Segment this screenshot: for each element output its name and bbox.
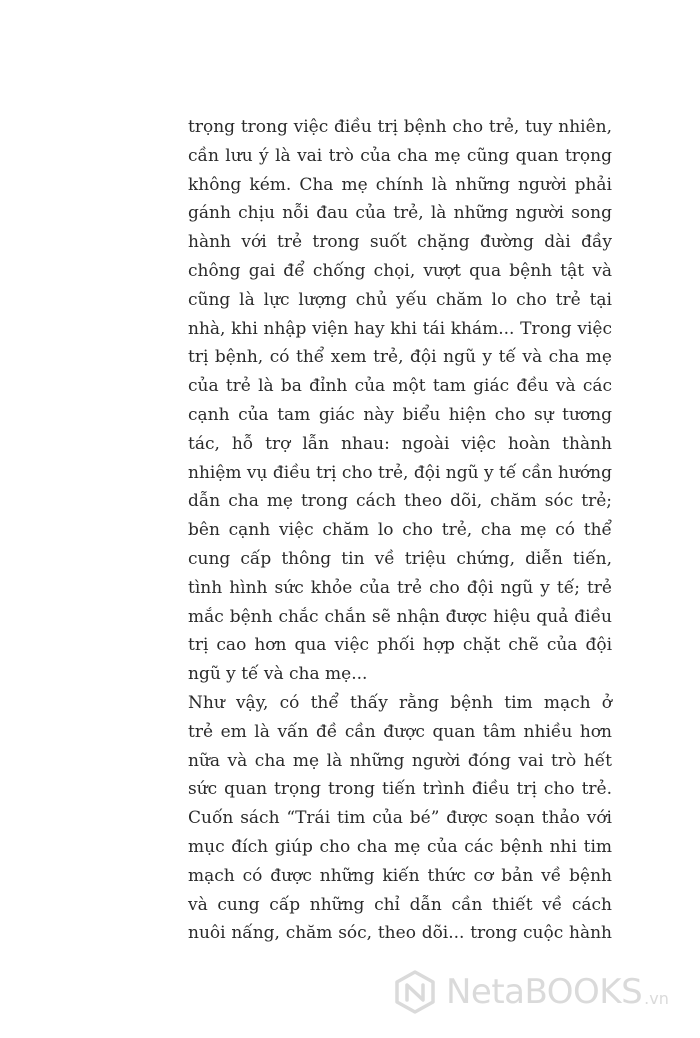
text-line: tác, hỗ trợ lẫn nhau: ngoài việc hoàn thành [188, 433, 612, 454]
text-line: cung cấp thông tin về triệu chứng, diễn tiến, [188, 548, 612, 569]
text-line: Như vậy, có thể thấy rằng bệnh tim mạch ở [188, 692, 612, 713]
watermark [392, 962, 692, 1022]
text-line: cũng là lực lượng chủ yếu chăm lo cho trẻ tại [188, 289, 612, 310]
text-line: nhà, khi nhập viện hay khi tái khám... Trong việc [188, 318, 612, 339]
text-line: trọng trong việc điều trị bệnh cho trẻ, tuy nhiên, [188, 117, 612, 137]
text-line: gánh chịu nỗi đau của trẻ, là những người song [188, 203, 612, 224]
text-line: nuôi nấng, chăm sóc, theo dõi... trong cuộc hành [188, 923, 612, 944]
text-line: ngũ y tế và cha mẹ... [188, 664, 368, 685]
text-line: dẫn cha mẹ trong cách theo dõi, chăm sóc trẻ; [188, 491, 612, 512]
text-line: cần lưu ý là vai trò của cha mẹ cũng quan trọng [188, 145, 612, 166]
text-line: mục đích giúp cho cha mẹ của các bệnh nhi tim [188, 836, 612, 857]
body-text [188, 113, 612, 948]
text-line: không kém. Cha mẹ chính là những người phải [188, 174, 612, 195]
text-line: trẻ em là vấn đề cần được quan tâm nhiều hơn [188, 721, 612, 742]
text-line: mắc bệnh chắc chắn sẽ nhận được hiệu quả điều [188, 606, 612, 627]
text-line: cạnh của tam giác này biểu hiện cho sự tương [188, 404, 612, 425]
text-line: và cung cấp những chỉ dẫn cần thiết về cách [188, 894, 612, 915]
text-line: bên cạnh việc chăm lo cho trẻ, cha mẹ có thể [188, 520, 612, 541]
text-line: Cuốn sách “Trái tim của bé” được soạn thảo với [188, 808, 612, 829]
text-line: trị bệnh, có thể xem trẻ, đội ngũ y tế và cha mẹ [188, 347, 612, 368]
neta-logo-icon [392, 969, 438, 1015]
watermark-brand: NetaBOOKS [446, 972, 643, 1012]
text-line: tình hình sức khỏe của trẻ cho đội ngũ y tế; trẻ [188, 577, 612, 598]
text-line: sức quan trọng trong tiến trình điều trị cho trẻ. [188, 779, 612, 800]
text-line: nhiệm vụ điều trị cho trẻ, đội ngũ y tế cần hướng [188, 462, 612, 483]
text-line: của trẻ là ba đỉnh của một tam giác đều và các [188, 376, 612, 397]
text-line: chông gai để chống chọi, vượt qua bệnh tật và [188, 260, 612, 281]
text-line: mạch có được những kiến thức cơ bản về bệnh [188, 865, 612, 886]
text-line: nữa và cha mẹ là những người đóng vai trò hết [188, 750, 612, 771]
text-line: hành với trẻ trong suốt chặng đường dài đầy [188, 232, 612, 253]
text-line: trị cao hơn qua việc phối hợp chặt chẽ của đội [188, 635, 612, 656]
watermark-suffix: .vn [644, 989, 669, 1008]
